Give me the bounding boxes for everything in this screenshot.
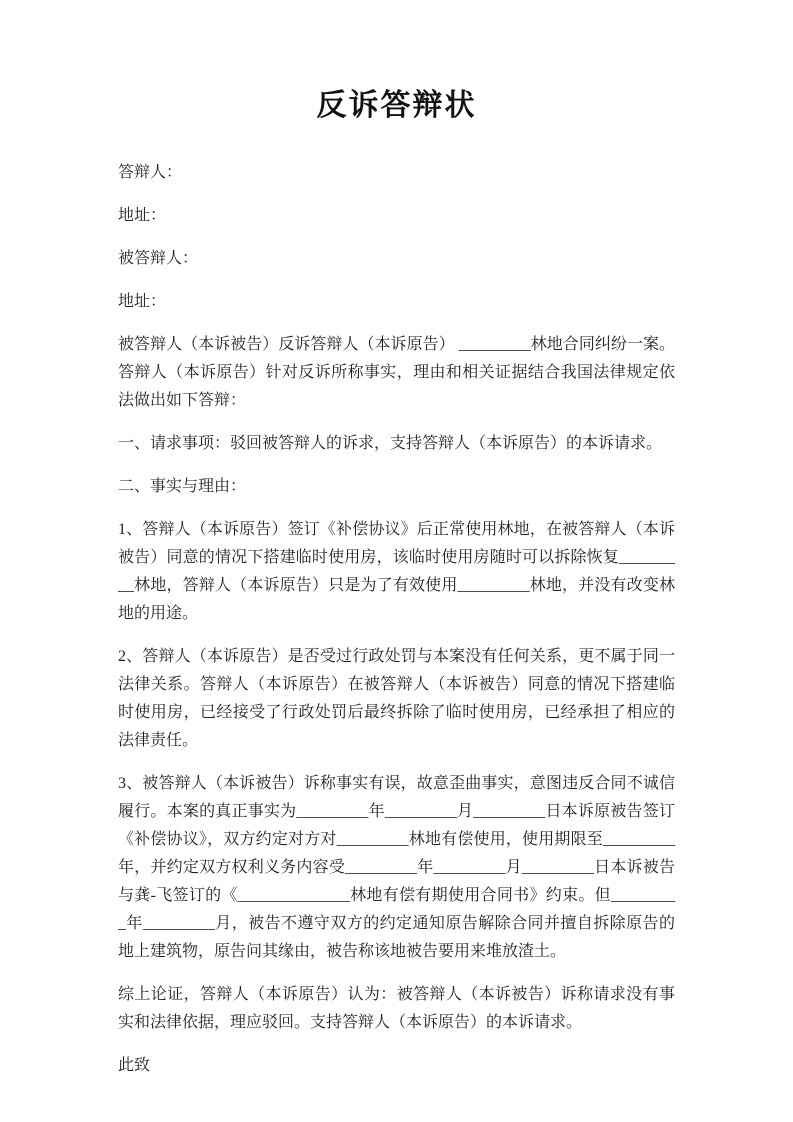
closing-salutation: 此致 <box>118 1057 151 1074</box>
respondent-address-label: 地址： <box>118 207 167 224</box>
paragraph-facts-heading: 二、事实与理由： <box>118 478 247 495</box>
paragraph-request-item: 一、请求事项：驳回被答辩人的诉求，支持答辩人（本诉原告）的本诉请求。 <box>118 435 663 452</box>
counter-respondent-label: 被答辩人： <box>118 250 199 267</box>
respondent-label: 答辩人： <box>118 164 183 181</box>
counter-respondent-address-label: 地址： <box>118 293 167 310</box>
document-title: 反诉答辩状 <box>316 89 477 122</box>
paragraph-fact-3: 3、被答辩人（本诉被告）诉称事实有误，故意歪曲事实，意图违反合同不诚信履行。本案的真正事实为_________年_________月_________日本诉原被告签订《补偿协议》，双方约定对方对_________林地有偿使用，使用期限至_________年，并约定双方权利义务内容受_________年_________月_________日本诉被告与龚-飞签订的《______________林地有偿有期使用合同书》约束。但_________年_________月，被告不遵守双方的约定通知原告解除合同并擅自拆除原告的地上建筑物，原告问其缘由，被告称该地被告要用来堆放渣土。 <box>118 775 675 960</box>
paragraph-conclusion: 综上论证，答辩人（本诉原告）认为：被答辩人（本诉被告）诉称请求没有事实和法律依据，理应驳回。支持答辩人（本诉原告）的本诉请求。 <box>118 986 675 1031</box>
paragraph-fact-1: 1、答辩人（本诉原告）签订《补偿协议》后正常使用林地，在被答辩人（本诉被告）同意的情况下搭建临时使用房，该临时使用房随时可以拆除恢复_________林地，答辩人（本诉原告）只是为了有效使用_________林地，并没有改变林地的用途。 <box>118 521 675 622</box>
paragraph-case-summary: 被答辩人（本诉被告）反诉答辩人（本诉原告） _________林地合同纠纷一案。答辩人（本诉原告）针对反诉所称事实，理由和相关证据结合我国法律规定依法做出如下答辩： <box>118 336 675 409</box>
paragraph-fact-2: 2、答辩人（本诉原告）是否受过行政处罚与本案没有任何关系，更不属于同一法律关系。答辩人（本诉原告）在被答辩人（本诉被告）同意的情况下搭建临时使用房，已经接受了行政处罚后最终拆除了临时使用房，已经承担了相应的法律责任。 <box>118 648 675 749</box>
